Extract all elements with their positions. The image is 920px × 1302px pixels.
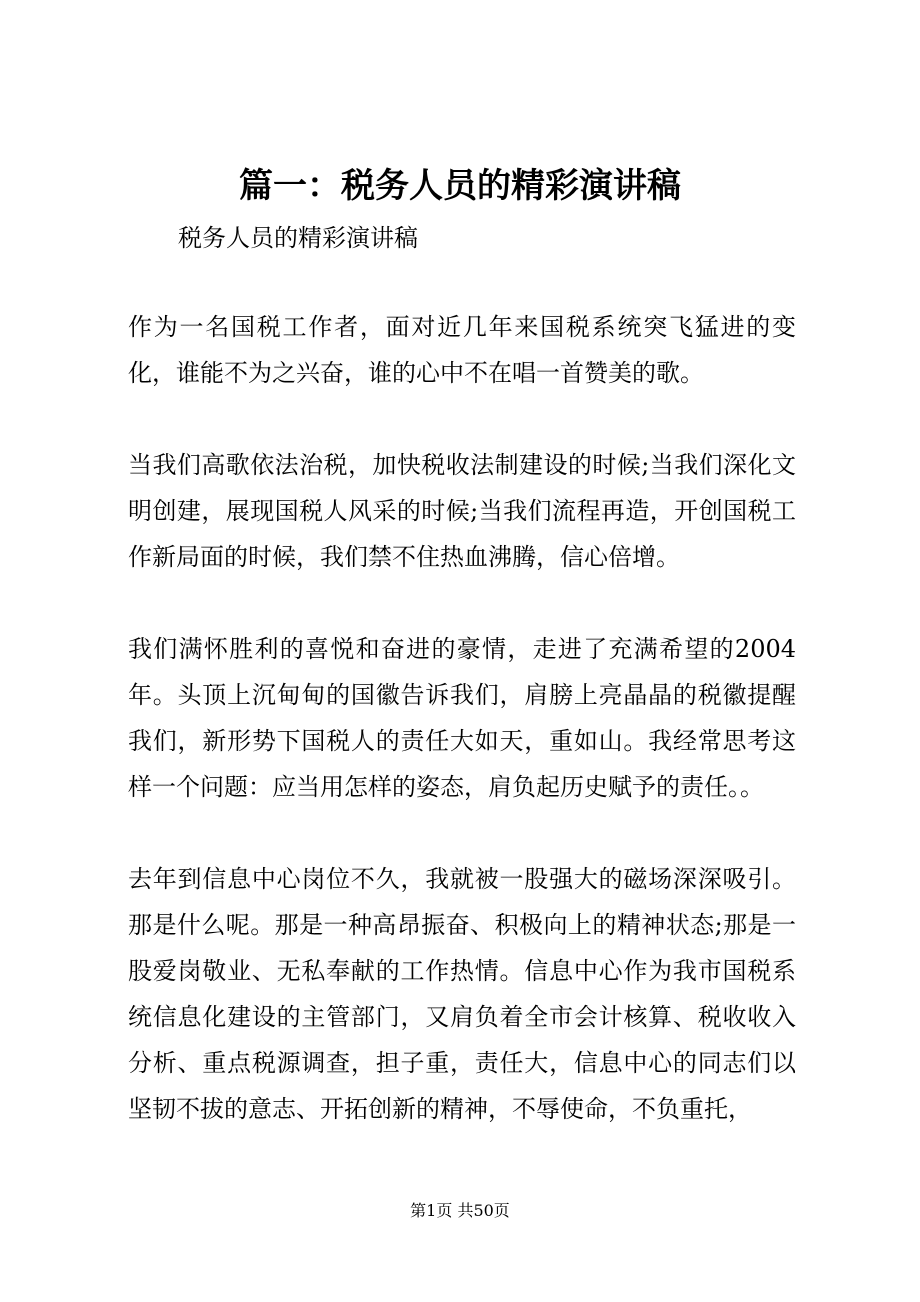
page-number: 第1页 共50页 <box>410 1201 510 1220</box>
paragraph: 我们满怀胜利的喜悦和奋进的豪情，走进了充满希望的2004年。头顶上沉甸甸的国徽告诉我们，肩膀上亮晶晶的税徽提醒我们，新形势下国税人的责任大如天，重如山。我经常思考这样一个问题：应当用怎样的姿态，肩负起历史赋予的责任。。 <box>128 635 796 801</box>
paragraph: 作为一名国税工作者，面对近几年来国税系统突飞猛进的变化，谁能不为之兴奋，谁的心中不在唱一首赞美的歌。 <box>128 313 796 387</box>
document-title: 篇一：税务人员的精彩演讲稿 <box>239 166 681 206</box>
document-body <box>128 304 796 1178</box>
paragraph: 去年到信息中心岗位不久，我就被一股强大的磁场深深吸引。那是什么呢。那是一种高昂振奋、积极向上的精神状态;那是一股爱岗敬业、无私奉献的工作热情。信息中心作为我市国税系统信息化建设的主管部门，又肩负着全市会计核算、税收收入分析、重点税源调查，担子重，责任大，信息中心的同志们以坚韧不拔的意志、开拓创新的精神，不辱使命，不负重托， <box>128 865 796 1123</box>
paragraph: 当我们高歌依法治税，加快税收法制建设的时候;当我们深化文明创建，展现国税人风采的时候;当我们流程再造，开创国税工作新局面的时候，我们禁不住热血沸腾，信心倍增。 <box>128 451 796 571</box>
document-subtitle: 税务人员的精彩演讲稿 <box>178 224 418 252</box>
